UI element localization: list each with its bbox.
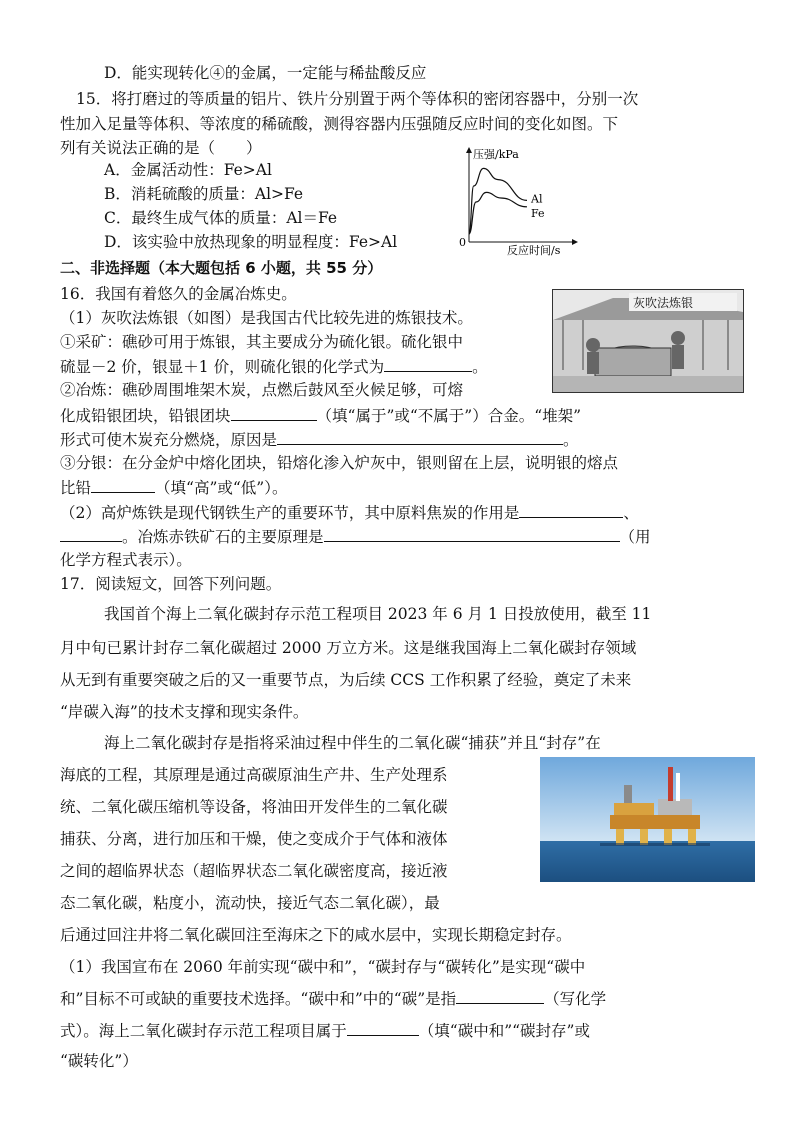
text-segment: 硫显－2 价，银显＋1 价，则硫化银的化学式为 (60, 358, 385, 376)
offshore-platform-photo (540, 757, 755, 882)
silver-figure-caption: 灰吹法炼银 (633, 296, 694, 310)
series-line-fe (469, 192, 527, 234)
answer-blank-category[interactable] (347, 1020, 419, 1036)
text-segment: 、 (623, 504, 639, 522)
text-segment: 比铅 (60, 479, 92, 497)
question-16-2-line2 (60, 526, 651, 547)
text-segment: 和”目标不可或缺的重要技术选择。“碳中和”中的“碳”是指 (60, 990, 457, 1008)
question-16-smelt-3 (60, 429, 579, 450)
series-label-al: Al (531, 192, 543, 206)
passage-p2-line5: 之间的超临界状态（超临界状态二氧化碳密度高，接近液 (60, 862, 448, 880)
text-segment: 。冶炼赤铁矿石的主要原理是 (122, 528, 324, 546)
y-axis-label: 压强/kPa (473, 148, 519, 161)
question-16-smelt-1: ②冶炼：礁砂周围堆架木炭，点燃后鼓风至火候足够，可熔 (60, 381, 464, 399)
question-17-1-line4: “碳转化”） (60, 1052, 138, 1070)
text-segment: 化成铅银团块，铅银团块 (60, 407, 231, 425)
question-17-1-line3 (60, 1020, 590, 1041)
option-15d: D．该实验中放热现象的明显程度：Fe>Al (104, 233, 398, 251)
question-17-1-line2 (60, 988, 606, 1009)
text-segment: 式）。海上二氧化碳封存示范工程项目属于 (60, 1022, 347, 1040)
question-16-smelt-2 (60, 405, 581, 426)
series-label-fe: Fe (531, 206, 545, 220)
question-16-2-line1 (60, 502, 639, 523)
question-16-separate-1: ③分银：在分金炉中熔化团块，铅熔化渗入炉灰中，银则留在上层，说明银的熔点 (60, 454, 619, 472)
passage-p2-line4: 捕获、分离，进行加压和干燥，使之变成介于气体和液体 (60, 830, 448, 848)
pressure-time-chart (455, 144, 580, 256)
text-segment: （用 (619, 528, 651, 546)
answer-blank-equation[interactable] (324, 526, 620, 542)
text-segment: 形式可使木炭充分燃烧，原因是 (60, 431, 278, 449)
question-15-line1: 15．将打磨过的等质量的铝片、铁片分别置于两个等体积的密闭容器中，分别一次 (76, 90, 639, 108)
text-segment: 。 (472, 358, 488, 376)
answer-blank-reason[interactable] (277, 429, 563, 445)
option-15a: A．金属活动性：Fe>Al (104, 161, 272, 179)
passage-p2-line2: 海底的工程，其原理是通过高碳原油生产井、生产处理系 (60, 766, 448, 784)
question-15-line3: 列有关说法正确的是（ ） (60, 139, 262, 157)
answer-blank-melting[interactable] (91, 477, 155, 493)
passage-p2-line7: 后通过回注井将二氧化碳回注至海床之下的咸水层中，实现长期稳定封存。 (60, 926, 572, 944)
silver-smelting-illustration (552, 289, 744, 393)
passage-p1-line1: 我国首个海上二氧化碳封存示范工程项目 2023 年 6 月 1 日投放使用，截至 11 (104, 605, 652, 623)
answer-blank-coke-2[interactable] (60, 526, 122, 542)
passage-p2-line6: 态二氧化碳，粘度小，流动快，接近气态二氧化碳），最 (60, 894, 440, 912)
option-15d-prev: D．能实现转化④的金属，一定能与稀盐酸反应 (104, 64, 427, 82)
text-segment: （填“高”或“低”）。 (155, 479, 288, 497)
option-15c: C．最终生成气体的质量：Al＝Fe (104, 209, 338, 227)
answer-blank-formula[interactable] (384, 356, 472, 372)
section-heading: 二、非选择题（本大题包括 6 小题，共 55 分） (60, 259, 383, 277)
question-15-line2: 性加入足量等体积、等浓度的稀硫酸，测得容器内压强随反应时间的变化如图。下 (60, 115, 619, 133)
question-16-separate-2 (60, 477, 287, 498)
passage-p1-line2: 月中旬已累计封存二氧化碳超过 2000 万立方米。这是继我国海上二氧化碳封存领域 (60, 639, 637, 657)
question-16-mining-2 (60, 356, 488, 377)
passage-p1-line4: “岸碳入海”的技术支撑和现实条件。 (60, 703, 309, 721)
answer-blank-coke-1[interactable] (519, 502, 623, 518)
passage-p2-line1: 海上二氧化碳封存是指将采油过程中伴生的二氧化碳“捕获”并且“封存”在 (104, 734, 601, 752)
origin-label: 0 (459, 236, 466, 249)
passage-p2-line3: 统、二氧化碳压缩机等设备，将油田开发伴生的二氧化碳 (60, 798, 448, 816)
text-segment: （2）高炉炼铁是现代钢铁生产的重要环节，其中原料焦炭的作用是 (60, 504, 520, 522)
text-segment: （填“属于”或“不属于”）合金。“堆架” (316, 407, 582, 425)
passage-p1-line3: 从无到有重要突破之后的又一重要节点，为后续 CCS 工作积累了经验，奠定了未来 (60, 671, 632, 689)
text-segment: （填“碳中和”“碳封存”或 (418, 1022, 590, 1040)
question-16-mining-1: ①采矿：礁砂可用于炼银，其主要成分为硫化银。硫化银中 (60, 333, 464, 351)
option-15b: B．消耗硫酸的质量：Al>Fe (104, 185, 304, 203)
text-segment: （写化学 (544, 990, 607, 1008)
question-17-title: 17．阅读短文，回答下列问题。 (60, 575, 282, 593)
answer-blank-carbon[interactable] (456, 988, 544, 1004)
question-16-2-line3: 化学方程式表示）。 (60, 551, 192, 569)
text-segment: 。 (563, 431, 579, 449)
question-16-1-intro: （1）灰吹法炼银（如图）是我国古代比较先进的炼银技术。 (60, 309, 473, 327)
answer-blank-alloy[interactable] (231, 405, 317, 421)
x-axis-label: 反应时间/s (507, 244, 561, 256)
question-17-1-line1: （1）我国宣布在 2060 年前实现“碳中和”，“碳封存与“碳转化”是实现“碳中 (60, 958, 586, 976)
question-16-title: 16．我国有着悠久的金属冶炼史。 (60, 285, 297, 303)
